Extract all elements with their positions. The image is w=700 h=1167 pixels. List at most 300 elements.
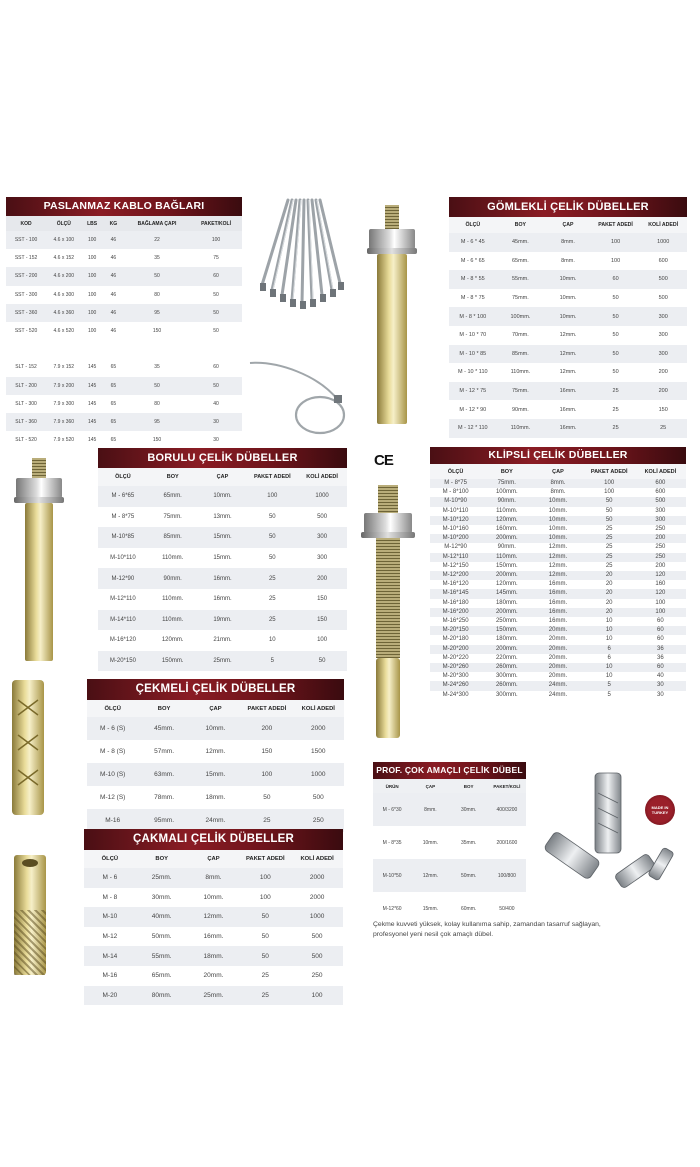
table-cell: 300 — [639, 345, 687, 364]
table-cell: M - 6 (S) — [87, 717, 138, 740]
table-cell: 50 — [190, 377, 242, 395]
table-cell: 12mm. — [548, 544, 568, 551]
table-cell: M - 8*75 — [430, 479, 481, 488]
table-cell: 20 — [584, 589, 635, 598]
column-header: BOY — [136, 850, 188, 868]
table-cell: M-10*110 — [442, 507, 469, 514]
table-cell: 25 — [247, 610, 297, 631]
table-row — [6, 267, 242, 285]
table-row — [373, 826, 526, 859]
table-row — [449, 233, 687, 252]
table-cell: M - 10 * 85 — [449, 345, 497, 364]
table-cell: 25mm. — [136, 868, 188, 888]
table-cell: 8mm. — [411, 793, 449, 826]
table-row — [6, 358, 242, 376]
table-cell: M - 6 * 45 — [449, 233, 497, 252]
table-cell: 24mm. — [548, 691, 568, 698]
column-header: BOY — [497, 217, 545, 233]
table-cell: 600 — [658, 257, 668, 264]
table-cell: 16mm. — [198, 568, 248, 589]
table-cell: 20mm. — [548, 654, 568, 661]
table-cell: 20 — [605, 581, 613, 588]
table-cell: 1000 — [293, 763, 344, 786]
table-cell: 180mm. — [495, 636, 518, 643]
table-cell: 75mm. — [497, 382, 545, 401]
table-cell: 25 — [241, 809, 292, 832]
table-row — [449, 419, 687, 438]
cakmali-dubel-image — [12, 855, 48, 975]
column-header: ÇAP — [198, 468, 248, 486]
table-cell: 300 — [639, 307, 687, 326]
column-header: ÇAP — [190, 700, 241, 717]
table-cell: 250mm. — [495, 618, 518, 625]
table-cell: 145 — [82, 413, 103, 431]
table-cell: M - 12 * 110 — [449, 419, 497, 438]
table-cell — [190, 340, 242, 358]
table-cell: M-10*50 — [373, 859, 411, 892]
table-cell: 12mm. — [532, 553, 583, 562]
table-cell: 70mm. — [511, 332, 529, 339]
table-cell: M-10*110 — [110, 555, 136, 562]
table-cell: 50 — [247, 527, 297, 548]
table-row — [430, 691, 686, 700]
table-cell: 15mm. — [190, 763, 241, 786]
table-cell: 16mm. — [213, 596, 232, 603]
section-title: PASLANMAZ KABLO BAĞLARI — [6, 197, 242, 216]
table-cell: 30 — [190, 413, 242, 431]
table-row — [98, 651, 347, 672]
table-cell: 200 — [639, 382, 687, 401]
table-cell: 250 — [655, 526, 666, 533]
table-row — [98, 568, 347, 589]
table-cell: 50 — [124, 267, 190, 285]
table-cell: M-12*150 — [442, 562, 469, 569]
table-header-row — [6, 216, 242, 231]
table-cell: 16mm. — [532, 589, 583, 598]
table-cell: M - 6*65 — [98, 486, 148, 507]
table-cell: 20 — [584, 608, 635, 617]
section-title: ÇAKMALI ÇELİK DÜBELLER — [84, 829, 343, 850]
table-cell: 200mm. — [481, 608, 532, 617]
table-cell: 25 — [584, 534, 635, 543]
table-row — [87, 763, 344, 786]
table-cell: 100 — [259, 893, 271, 901]
table-cell: 20mm. — [532, 663, 583, 672]
column-header: ÇAP — [188, 850, 240, 868]
table-cell: 16mm. — [548, 599, 568, 606]
table-cell: 8mm. — [532, 479, 583, 488]
column-header: ÖLÇÜ — [449, 217, 497, 233]
table-cell: M-16*145 — [430, 589, 481, 598]
table-row — [84, 907, 343, 927]
table-row — [98, 486, 347, 507]
table-row — [430, 608, 686, 617]
table-cell: 150 — [261, 748, 273, 755]
column-header: LBS — [82, 216, 103, 231]
table-cell: 12mm. — [559, 369, 577, 376]
table-cell — [103, 340, 124, 358]
table-cell: 35 — [154, 364, 160, 371]
table-cell: 100 — [87, 255, 97, 262]
table-row — [449, 307, 687, 326]
column-header: BAĞLAMA ÇAPI — [124, 216, 190, 231]
table-cell: 120 — [635, 571, 686, 580]
table-cell: 4.6 x 152 — [53, 255, 75, 262]
column-header: ÇAP — [411, 779, 449, 793]
table-cell: 260mm. — [481, 663, 532, 672]
table-cell: 12mm. — [559, 332, 577, 339]
table-row — [84, 868, 343, 888]
table-row — [6, 322, 242, 340]
table-cell: 16mm. — [544, 382, 592, 401]
table-cell: 100 — [82, 267, 103, 285]
table-cell: M-12*90 — [98, 568, 148, 589]
table-cell: 5 — [247, 651, 297, 672]
table-cell: SLT - 200 — [6, 377, 46, 395]
table-cell: 10mm. — [548, 507, 568, 514]
table-cell: 10mm. — [559, 295, 577, 302]
table-cell: 6 — [584, 645, 635, 654]
table-cell: 25 — [268, 596, 276, 603]
table-cell: 50 — [239, 946, 291, 966]
table-cell: 100 — [82, 304, 103, 322]
table-cell: 500 — [639, 270, 687, 289]
table-cell: 150mm. — [495, 562, 518, 569]
table-cell: M-14*110 — [98, 610, 148, 631]
ce-mark-icon: CE — [374, 452, 393, 469]
table-cell: 60 — [213, 364, 219, 371]
table-cell: 35mm. — [460, 839, 477, 846]
table-cell: 25 — [592, 382, 640, 401]
table-cell: 7.9 x 360 — [46, 413, 81, 431]
table-cell: M - 10 * 110 — [458, 369, 488, 376]
table-cell: 10mm. — [544, 270, 592, 289]
table-row — [430, 516, 686, 525]
table-cell: 8mm. — [544, 233, 592, 252]
table-cell: 120 — [635, 589, 686, 598]
table-cell: M-20*150 — [430, 626, 481, 635]
table-row — [430, 534, 686, 543]
column-header: BOY — [138, 700, 189, 717]
table-cell: SLT - 360 — [6, 413, 46, 431]
table-cell: 12mm. — [411, 859, 449, 892]
table-cell: 50 — [124, 377, 190, 395]
table-cell: 1000 — [297, 486, 347, 507]
gomlekli-dubel-image — [365, 205, 420, 425]
table-cell: 22 — [124, 231, 190, 249]
table-cell: 45mm. — [497, 233, 545, 252]
table-cell: 10mm. — [548, 526, 568, 533]
table-row — [430, 525, 686, 534]
table-cell: 100 — [190, 231, 242, 249]
table-cell: 150 — [658, 406, 668, 413]
table-row — [6, 231, 242, 249]
table-cell: 12mm. — [548, 562, 568, 569]
table-cell: SST - 520 — [14, 328, 38, 335]
table-cell: M - 8 * 75 — [460, 295, 485, 302]
table-cell: 60 — [190, 267, 242, 285]
table-cell: 95 — [124, 413, 190, 431]
prof-dubel-image — [540, 768, 685, 913]
table-cell: 12mm. — [532, 571, 583, 580]
table-cell: 200 — [241, 717, 292, 740]
table-cell: SST - 200 — [6, 267, 46, 285]
table-cell: 60 — [635, 626, 686, 635]
table-cell: 78mm. — [154, 794, 175, 801]
table-cell: 16mm. — [548, 618, 568, 625]
table-cell: 110mm. — [148, 610, 198, 631]
table-cell: M - 6 — [84, 868, 136, 888]
table-cell: 110mm. — [496, 507, 518, 514]
table-cell: 25 — [639, 419, 687, 438]
table-cell: 90mm. — [148, 568, 198, 589]
table-cell: 300 — [317, 555, 328, 562]
table-cell: 65 — [103, 413, 124, 431]
table-cell: 65 — [110, 437, 117, 444]
table-cell: 1000 — [291, 907, 343, 927]
table-cell: 75mm. — [163, 513, 182, 520]
table-row — [373, 859, 526, 892]
section-title: GÖMLEKLİ ÇELİK DÜBELLER — [449, 197, 687, 217]
table-cell: M-20*300 — [442, 673, 469, 680]
table-cell: M-10*160 — [442, 526, 469, 533]
table-cell: 46 — [110, 291, 117, 298]
table-cell: M - 10 * 70 — [459, 332, 487, 339]
table-cell: 110mm. — [497, 419, 545, 438]
table-cell: 40 — [657, 673, 664, 680]
table-cell: 50mm. — [151, 933, 172, 941]
table-cell: 145 — [87, 400, 97, 407]
table-cell: 20mm. — [203, 972, 224, 980]
borulu-dubel-image — [12, 458, 68, 663]
table-cell: 50/400 — [499, 905, 515, 912]
table-cell: 100 — [239, 868, 291, 888]
description-line: profesyonel yeni nesil çok amaçlı dübel. — [373, 931, 494, 938]
table-cell: M-24*300 — [442, 691, 469, 698]
cakmali-celik-dubeller-table — [84, 829, 343, 1005]
table-cell: 36 — [657, 654, 664, 661]
table-cell: 25 — [239, 986, 291, 1006]
table-cell: 150 — [152, 437, 162, 444]
column-header: PAKET/KOLİ — [488, 779, 526, 793]
table-cell: M-16*180 — [442, 599, 469, 606]
table-cell: 20mm. — [548, 636, 568, 643]
table-cell: 110mm. — [162, 596, 184, 603]
table-cell: 60 — [592, 270, 640, 289]
table-cell: 90mm. — [511, 406, 529, 413]
table-cell: 400/3200 — [488, 793, 526, 826]
table-cell: 75mm. — [481, 479, 532, 488]
table-cell: 80 — [154, 291, 160, 298]
table-cell: 50 — [190, 304, 242, 322]
table-cell: 150mm. — [481, 626, 532, 635]
table-cell: 145 — [87, 437, 97, 444]
table-cell: 110mm. — [162, 555, 184, 562]
section-title: ÇEKMELİ ÇELİK DÜBELLER — [87, 679, 344, 700]
table-row — [84, 986, 343, 1006]
table-cell: M-20*150 — [98, 651, 148, 672]
table-cell: 100 — [291, 986, 343, 1006]
table-cell: 250 — [635, 553, 686, 562]
table-row — [449, 400, 687, 419]
table-cell: 50 — [592, 345, 640, 364]
table-row — [6, 431, 242, 449]
table-row — [98, 527, 347, 548]
table-row — [98, 610, 347, 631]
table-cell: M-20*180 — [442, 636, 469, 643]
table-cell: 200 — [655, 562, 666, 569]
table-cell: 30 — [657, 691, 664, 698]
table-cell: 2000 — [293, 717, 344, 740]
table-cell: 5 — [607, 691, 611, 698]
table-header-row — [449, 217, 687, 233]
table-cell: 100 — [635, 608, 686, 617]
table-cell: 25 — [605, 526, 613, 533]
data-table — [87, 700, 344, 832]
table-cell: 250 — [293, 809, 344, 832]
table-cell: 250 — [655, 544, 666, 551]
table-cell: M - 8 — [102, 893, 118, 901]
table-row — [430, 571, 686, 580]
column-header: ÖLÇÜ — [46, 216, 81, 231]
table-cell: 100 — [82, 231, 103, 249]
table-cell: 100 — [87, 328, 97, 335]
cekmeli-celik-dubeller-table — [87, 679, 344, 832]
table-row — [430, 488, 686, 497]
table-cell: 25 — [605, 544, 613, 551]
table-cell: 50 — [584, 516, 635, 525]
table-cell: 500 — [635, 497, 686, 506]
table-cell: 8mm. — [561, 257, 575, 264]
table-cell: 8mm. — [188, 868, 240, 888]
table-cell: 200 — [635, 534, 686, 543]
table-row — [449, 382, 687, 401]
table-cell: M-12 — [102, 933, 118, 941]
column-header: KOLİ ADEDİ — [291, 850, 343, 868]
table-cell: M-10*200 — [430, 534, 481, 543]
column-header: BOY — [148, 468, 198, 486]
table-cell: 50 — [297, 651, 347, 672]
table-cell: 7.9 x 520 — [53, 437, 75, 444]
table-cell: 46 — [103, 304, 124, 322]
table-cell: M-16 — [102, 972, 118, 980]
table-cell: 100 — [247, 486, 297, 507]
column-header: PAKET/KOLİ — [190, 216, 242, 231]
table-cell — [6, 340, 46, 358]
table-cell: M - 12 * 90 — [459, 406, 487, 413]
table-cell: 200 — [658, 369, 668, 376]
table-row — [98, 630, 347, 651]
table-cell: M-10*120 — [430, 516, 481, 525]
table-cell: M-20*200 — [430, 645, 481, 654]
table-cell: 16mm. — [548, 581, 568, 588]
table-cell: 150 — [297, 610, 347, 631]
table-cell: 100 — [87, 291, 97, 298]
table-cell: SST - 100 — [6, 231, 46, 249]
section-title: KLİPSLİ ÇELİK DÜBELLER — [430, 447, 686, 464]
table-cell: 85mm. — [148, 527, 198, 548]
table-row — [87, 786, 344, 809]
table-cell: 25mm. — [198, 651, 248, 672]
table-row — [430, 617, 686, 626]
table-cell: 30 — [635, 681, 686, 690]
table-cell: 160mm. — [495, 526, 518, 533]
table-cell: 600 — [655, 489, 666, 496]
cable-tie-loop-image — [248, 355, 348, 440]
table-cell: 20mm. — [548, 673, 568, 680]
table-cell: 16mm. — [544, 419, 592, 438]
table-cell: 25 — [605, 562, 613, 569]
table-row — [6, 304, 242, 322]
table-cell: 21mm. — [213, 637, 232, 644]
table-cell: 36 — [635, 645, 686, 654]
table-row — [6, 249, 242, 267]
table-cell: 10 — [605, 618, 613, 625]
table-cell: 60 — [657, 618, 664, 625]
table-cell: 300mm. — [495, 691, 518, 698]
table-cell: 10 — [584, 663, 635, 672]
table-cell: M-10*85 — [98, 527, 148, 548]
table-row — [430, 553, 686, 562]
table-cell: 25 — [584, 553, 635, 562]
table-cell: 500 — [311, 933, 323, 941]
table-cell: 46 — [103, 231, 124, 249]
table-cell: 12mm. — [205, 748, 226, 755]
prof-description — [373, 920, 643, 940]
table-cell: M-12*110 — [110, 596, 136, 603]
table-cell: 13mm. — [213, 513, 232, 520]
table-cell: 10mm. — [198, 486, 248, 507]
table-cell: 110mm. — [510, 369, 531, 376]
table-cell: M-16*120 — [442, 581, 469, 588]
data-table — [84, 850, 343, 1005]
table-cell: 85mm. — [497, 345, 545, 364]
table-cell: M - 6 * 65 — [460, 257, 485, 264]
column-header: ÖLÇÜ — [430, 464, 481, 479]
table-cell: 10mm. — [544, 307, 592, 326]
data-table — [430, 464, 686, 700]
table-cell: 63mm. — [138, 763, 189, 786]
table-cell: 200mm. — [481, 645, 532, 654]
table-row — [449, 270, 687, 289]
table-cell: 100mm. — [497, 307, 545, 326]
table-row — [449, 345, 687, 364]
table-cell: 30mm. — [151, 893, 172, 901]
table-cell — [82, 340, 103, 358]
column-header: BOY — [450, 779, 488, 793]
table-row — [430, 635, 686, 644]
table-cell: M - 8 * 100 — [449, 307, 497, 326]
table-cell: M-16 — [87, 809, 138, 832]
table-cell: 40mm. — [136, 907, 188, 927]
table-row — [84, 888, 343, 908]
table-cell: 500 — [658, 295, 668, 302]
table-cell: 100 — [317, 637, 328, 644]
table-cell: 145 — [87, 364, 97, 371]
table-cell: M - 8*35 — [382, 839, 402, 846]
table-row — [84, 927, 343, 947]
table-cell: M-10*90 — [430, 497, 481, 506]
table-cell: 300 — [297, 527, 347, 548]
made-in-turkey-badge: MADE IN TURKEY — [645, 795, 675, 825]
table-cell: 20 — [584, 571, 635, 580]
table-cell: 10mm. — [190, 717, 241, 740]
table-cell: 65mm. — [148, 486, 198, 507]
table-cell: 16mm. — [559, 406, 577, 413]
table-cell: 2000 — [291, 868, 343, 888]
table-cell: 145 — [82, 377, 103, 395]
column-header: ÜRÜN — [373, 779, 411, 793]
